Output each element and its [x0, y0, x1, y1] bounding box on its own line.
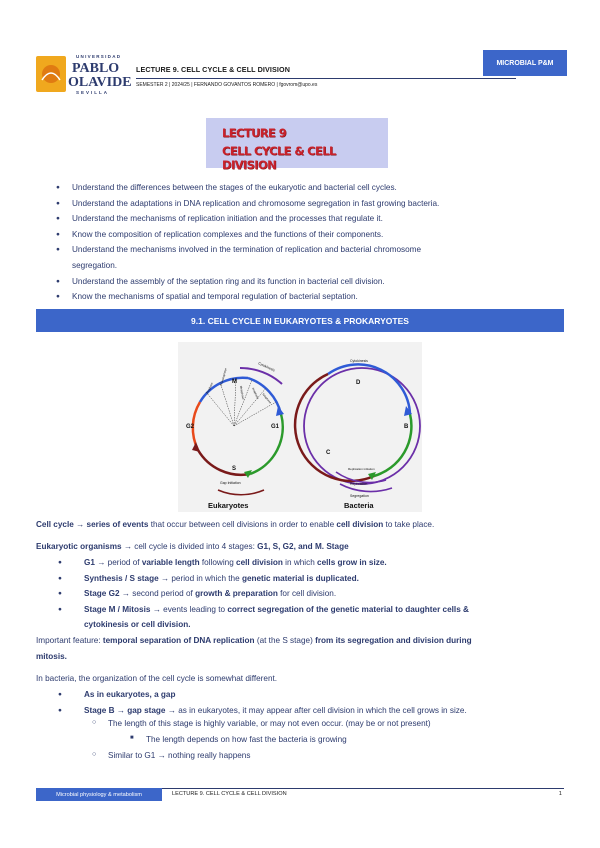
objective-item: ● Know the composition of replication complexes and the functions of their components. — [58, 227, 563, 243]
euk-metaphase-label: Metaphase — [239, 385, 246, 400]
page-number: 1 — [558, 791, 562, 797]
cell-cycle-definition: Cell cycle → series of events that occur between cell divisions in order to enable cell division to take place. — [36, 520, 435, 529]
bac-segregation-label: Segregation — [350, 494, 369, 498]
lecture-title-line1: LECTURE 9 — [222, 126, 287, 140]
header-divider — [136, 78, 516, 79]
footer-lecture-title: LECTURE 9. CELL CYCLE & CELL DIVISION — [172, 791, 287, 797]
euk-cytokinesis-label: Cytokinesis — [257, 361, 276, 373]
logo-text-pablo: PABLO — [72, 61, 120, 76]
lecture-title-box — [206, 118, 388, 172]
header-lecture-title: LECTURE 9. CELL CYCLE & CELL DIVISION — [136, 65, 290, 74]
objective-item: ● Understand the mechanisms of replication initiation and the processes that regulate it. — [58, 211, 563, 227]
stage-item-s: ● Synthesis / S stage → period in which the genetic material is duplicated. — [72, 571, 562, 587]
euk-gap-arc — [218, 490, 264, 495]
stage-item-m: ● Stage M / Mitosis → events leading to correct segregation of the genetic material to daughter cells & cytokinesis or cell division. — [72, 602, 562, 633]
bac-cytokinesis-label: Cytokinesis — [350, 359, 368, 363]
bac-replication-label: Replication — [350, 482, 368, 486]
stage-b-detail-1: ○ The length of this stage is highly variable, or may not even occur. (may be or not present) — [108, 719, 431, 728]
objective-item-continuation: segregation. — [72, 260, 118, 270]
logo-text-olavide: OLAVIDE — [68, 75, 132, 90]
euk-prometaphase-label: Prometaphase — [219, 367, 228, 387]
bacteria-intro: In bacteria, the organization of the cell cycle is somewhat different. — [36, 674, 278, 683]
bacteria-item-gap: ● As in eukaryotes, a gap — [72, 687, 562, 703]
objective-item: ● Understand the differences between the stages of the eukaryotic and bacterial cell cycles. — [58, 180, 563, 196]
bac-b-label: B — [404, 424, 409, 430]
bac-initiation-label: Replication initiation — [348, 467, 375, 471]
eukaryotes-caption: Eukaryotes — [208, 501, 249, 510]
euk-s-label: S — [232, 466, 237, 472]
bacteria-item-stage-b: ● Stage B → gap stage → as in eukaryotes, it may appear after cell division in which the cell grows in size. — [72, 703, 562, 719]
lecture-title-line2: CELL CYCLE & CELL DIVISION — [222, 144, 336, 172]
header-course-tag: MICROBIAL P&M — [483, 50, 567, 76]
euk-telophase-label: Telophase — [261, 392, 273, 405]
stage-item-g2: ● Stage G2 → second period of growth & preparation for cell division. — [72, 586, 562, 602]
cell-cycle-diagram — [178, 342, 422, 512]
euk-cytokinesis-arc — [240, 368, 282, 384]
university-logo — [36, 50, 132, 96]
bacteria-cycle — [295, 359, 420, 510]
bac-c-label: C — [326, 450, 331, 456]
objective-item: ● Know the mechanisms of spatial and temporal regulation of bacterial septation. — [58, 289, 563, 305]
objective-item: ● Understand the mechanisms involved in the termination of replication and bacterial chromosome — [58, 242, 563, 258]
logo-text-top: UNIVERSIDAD — [76, 54, 122, 59]
logo-text-bottom: SEVILLA — [76, 90, 110, 95]
eukaryotic-intro: Eukaryotic organisms → cell cycle is divided into 4 stages: G1, S, G2, and M. Stage — [36, 542, 349, 551]
stage-b-detail-growth: ■ The length depends on how fast the bacteria is growing — [146, 735, 347, 744]
euk-anaphase-label: Anaphase — [251, 386, 261, 400]
euk-m-label: M — [232, 379, 237, 385]
footer-course-tag: Microbial physiology & metabolism — [36, 788, 162, 801]
bac-d-label: D — [356, 380, 361, 386]
objective-item: ● Understand the assembly of the septation ring and its function in bacterial cell division. — [58, 274, 563, 290]
eukaryote-cycle — [186, 361, 284, 510]
euk-gap-label: Gap Initiation — [220, 481, 241, 485]
euk-s-arc — [198, 450, 250, 475]
header-subtitle: SEMESTER 2 | 2024/25 | FERNANDO GOVANTOS ROMERO | fgovrom@upo.es — [136, 82, 318, 88]
section-heading: 9.1. CELL CYCLE IN EUKARYOTES & PROKARYOTES — [36, 309, 564, 332]
page-header — [36, 50, 566, 95]
euk-g1-arc — [250, 414, 283, 474]
learning-objectives — [58, 180, 563, 305]
euk-g2-label: G2 — [186, 424, 195, 430]
cell-cycle-figure — [178, 342, 422, 512]
stage-b-detail-2: ○ Similar to G1 → nothing really happens — [108, 751, 250, 760]
bacteria-caption: Bacteria — [344, 501, 374, 510]
stage-item-g1: ● G1 → period of variable length following cell division in which cells grow in size. — [72, 555, 562, 571]
eukaryotic-stage-list — [72, 555, 562, 633]
euk-prophase-label: Prophase — [205, 381, 214, 395]
bacteria-stage-list — [72, 687, 562, 718]
objective-item: ● Understand the adaptations in DNA replication and chromosome segregation in fast growing bacteria. — [58, 196, 563, 212]
euk-g1-label: G1 — [271, 424, 280, 430]
important-feature: Important feature: temporal separation of DNA replication (at the S stage) from its segregation and division during mitosis. — [36, 636, 472, 661]
arrow-icon — [192, 442, 200, 452]
bac-c-arc — [295, 374, 374, 481]
